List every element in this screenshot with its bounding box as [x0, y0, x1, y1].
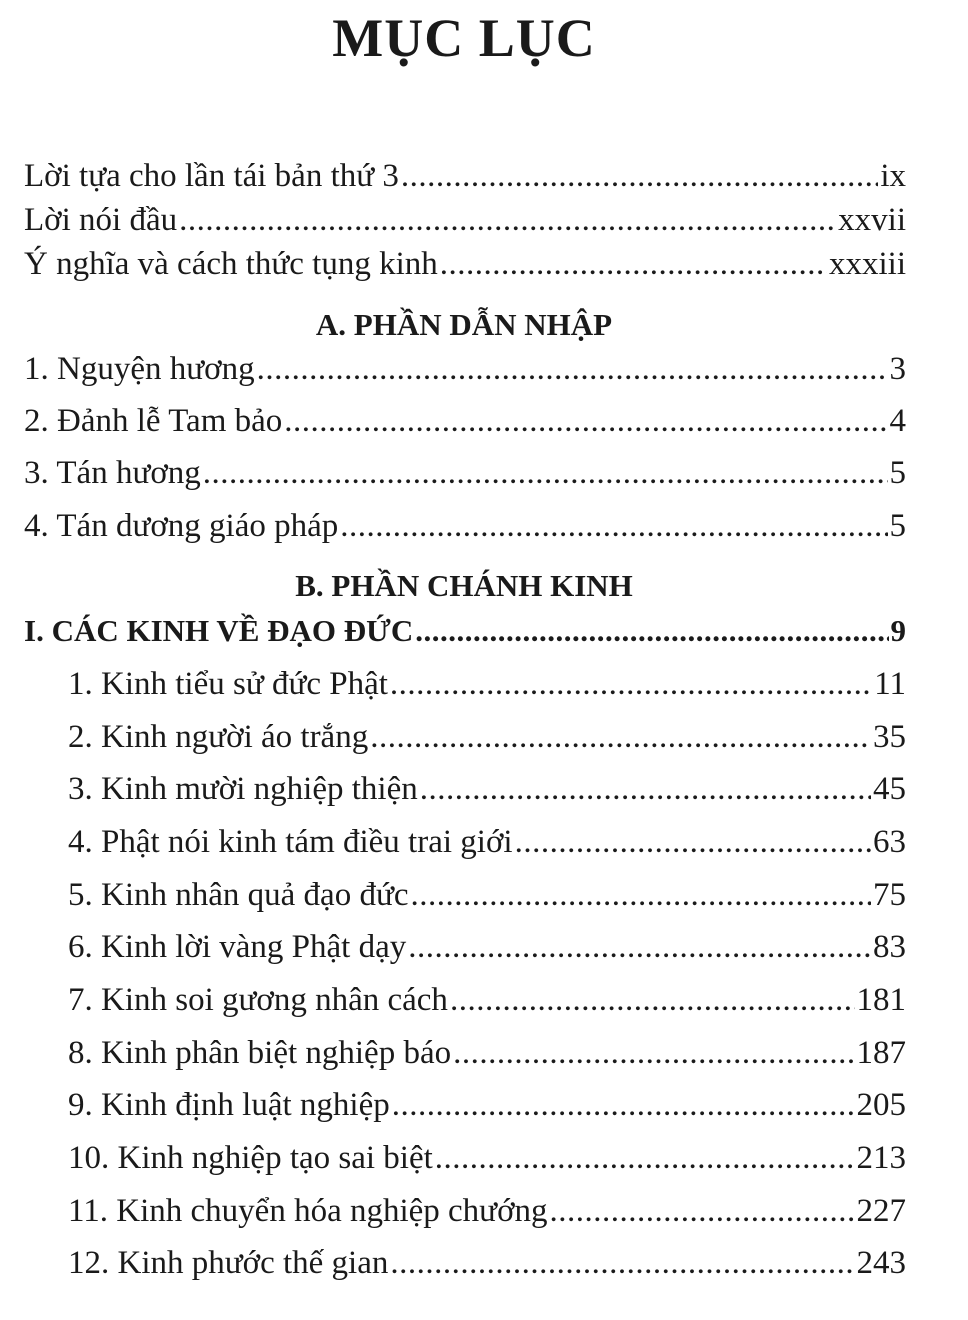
toc-entry-page: 243: [856, 1245, 906, 1281]
toc-entry-page: 5: [889, 455, 906, 491]
dot-leader: [340, 506, 887, 546]
toc-entry-label: 3. Tán hương: [24, 455, 201, 491]
dot-leader: [435, 1138, 855, 1178]
toc-entry-page: xxxiii: [828, 246, 906, 282]
toc-entry-label: 6. Kinh lời vàng Phật dạy: [68, 929, 407, 965]
toc-entry-page: 227: [856, 1193, 906, 1229]
page-title: MỤC LỤC: [332, 8, 596, 68]
toc-entry-page: 205: [856, 1087, 906, 1123]
toc-entry-page: 3: [889, 351, 906, 387]
dot-leader: [370, 717, 871, 757]
toc-entry-label: 11. Kinh chuyển hóa nghiệp chướng: [68, 1193, 548, 1229]
dot-leader: [203, 453, 888, 493]
dot-leader: [420, 769, 871, 809]
toc-entry-label: 1. Kinh tiểu sử đức Phật: [68, 666, 388, 702]
toc-entry[interactable]: [68, 769, 906, 809]
dot-leader: [401, 156, 878, 196]
toc-entry-label: Ý nghĩa và cách thức tụng kinh: [24, 246, 438, 282]
toc-entry-foreword[interactable]: [24, 200, 906, 240]
toc-entry[interactable]: [68, 664, 906, 704]
toc-entry-page: 181: [856, 982, 906, 1018]
toc-entry[interactable]: [68, 1085, 906, 1125]
toc-entry-label: 10. Kinh nghiệp tạo sai biệt: [68, 1140, 433, 1176]
dot-leader: [408, 927, 871, 967]
toc-entry-page: 9: [890, 613, 906, 648]
section-heading-b: B. PHẦN CHÁNH KINH: [295, 568, 633, 603]
toc-entry[interactable]: [24, 401, 906, 441]
toc-entry-page: 5: [889, 508, 906, 544]
toc-part-i[interactable]: [24, 611, 906, 651]
dot-leader: [410, 875, 871, 915]
toc-entry-page: 75: [873, 877, 906, 913]
toc-entry-label: 8. Kinh phân biệt nghiệp báo: [68, 1035, 452, 1071]
toc-entry-page: 63: [873, 824, 906, 860]
toc-entry[interactable]: [68, 822, 906, 862]
dot-leader: [390, 1243, 854, 1283]
dot-leader: [179, 200, 836, 240]
toc-entry-label: 2. Kinh người áo trắng: [68, 719, 369, 755]
dot-leader: [515, 822, 871, 862]
toc-entry-label: I. CÁC KINH VỀ ĐẠO ĐỨC: [24, 613, 414, 648]
toc-entry-meaning[interactable]: [24, 244, 906, 284]
toc-entry-page: 213: [856, 1140, 906, 1176]
toc-entry[interactable]: [68, 1243, 906, 1283]
toc-entry-label: 1. Nguyện hương: [24, 351, 255, 387]
toc-entry[interactable]: [68, 717, 906, 757]
toc-entry[interactable]: [24, 453, 906, 493]
toc-entry-label: 7. Kinh soi gương nhân cách: [68, 982, 448, 1018]
toc-entry-preface-3rd[interactable]: [24, 156, 906, 196]
toc-entry[interactable]: [24, 506, 906, 546]
toc-entry-page: 45: [873, 771, 906, 807]
toc-entry[interactable]: [68, 927, 906, 967]
toc-entry-label: 2. Đảnh lễ Tam bảo: [24, 403, 283, 439]
dot-leader: [453, 1033, 854, 1073]
toc-entry-label: 5. Kinh nhân quả đạo đức: [68, 877, 409, 913]
dot-leader: [450, 980, 855, 1020]
section-heading-a: A. PHẦN DẪN NHẬP: [315, 307, 613, 342]
toc-entry-label: 9. Kinh định luật nghiệp: [68, 1087, 390, 1123]
toc-entry-label: 4. Phật nói kinh tám điều trai giới: [68, 824, 513, 860]
dot-leader: [415, 611, 888, 651]
toc-entry-page: ix: [880, 158, 906, 194]
dot-leader: [257, 349, 888, 389]
dot-leader: [440, 244, 827, 284]
toc-entry-label: Lời tựa cho lần tái bản thứ 3: [24, 158, 399, 194]
dot-leader: [390, 664, 872, 704]
toc-entry[interactable]: [68, 875, 906, 915]
toc-entry[interactable]: [24, 349, 906, 389]
toc-entry-label: 12. Kinh phước thế gian: [68, 1245, 389, 1281]
toc-entry-label: 3. Kinh mười nghiệp thiện: [68, 771, 418, 807]
toc-entry[interactable]: [68, 1191, 906, 1231]
toc-entry-page: 11: [874, 666, 906, 702]
toc-entry-page: 187: [856, 1035, 906, 1071]
dot-leader: [284, 401, 887, 441]
toc-entry[interactable]: [68, 1138, 906, 1178]
toc-entry-label: Lời nói đầu: [24, 202, 178, 238]
dot-leader: [550, 1191, 855, 1231]
toc-entry-page: 83: [873, 929, 906, 965]
toc-entry[interactable]: [68, 1033, 906, 1073]
toc-entry[interactable]: [68, 980, 906, 1020]
toc-entry-page: 35: [873, 719, 906, 755]
toc-entry-page: xxvii: [838, 202, 906, 238]
toc-entry-label: 4. Tán dương giáo pháp: [24, 508, 339, 544]
dot-leader: [392, 1085, 855, 1125]
toc-entry-page: 4: [889, 403, 906, 439]
